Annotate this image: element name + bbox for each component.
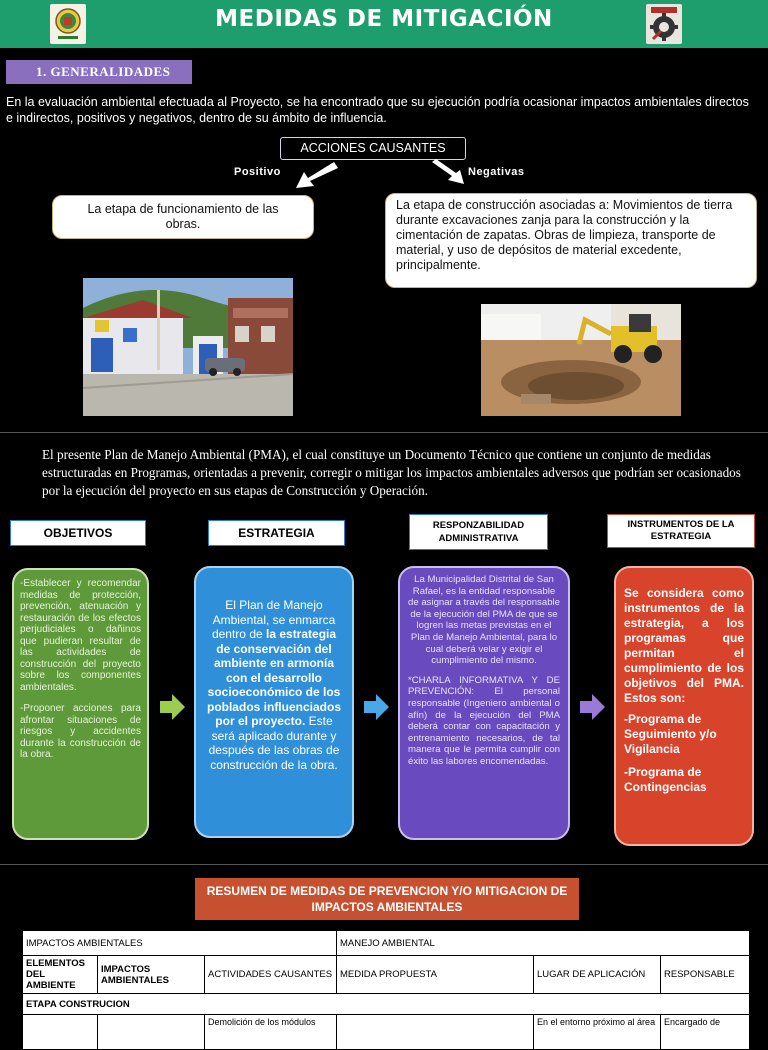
arrow-right-icon: [580, 694, 606, 720]
divider-2: [0, 864, 768, 865]
arrow-left-down-icon: [290, 158, 350, 192]
summary-table: [22, 930, 750, 1050]
instrumentos-box: [614, 566, 754, 846]
table-row: [23, 1015, 750, 1050]
instrumentos-prog-1: -Programa de Seguimiento y/o Vigilancia: [624, 712, 717, 756]
positivo-bubble: La etapa de funcionamiento de las obras.: [52, 195, 314, 239]
objetivos-title: OBJETIVOS: [10, 520, 146, 546]
responsabilidad-box: [398, 566, 570, 840]
excavation-backhoe-photo: [481, 304, 681, 416]
estrategia-text-b: Este será aplicado durante y después de las obras de construcción de la obra.: [208, 714, 340, 772]
objetivos-box: [12, 568, 149, 840]
table-cell-actividad: Demolición de los módulos: [205, 1015, 337, 1050]
table-col-elementos: ELEMENTOS DEL AMBIENTE: [23, 956, 98, 994]
resumen-banner: RESUMEN DE MEDIDAS DE PREVENCION Y/O MITIGACION DE IMPACTOS AMBIENTALES: [195, 878, 579, 920]
responsabilidad-title: RESPONZABILIDAD ADMINISTRATIVA: [409, 514, 548, 550]
instrumentos-prog-2: -Programa de Contingencias: [624, 765, 707, 794]
arrow-right-icon: [364, 694, 390, 720]
table-etapa-label: ETAPA CONSTRUCION: [23, 994, 750, 1015]
arrow-right-down-icon: [428, 158, 468, 188]
table-column-row: [23, 956, 750, 994]
positivo-label: Positivo: [234, 166, 281, 178]
intro-paragraph: En la evaluación ambiental efectuada al Proyecto, se ha encontrado que su ejecución podría ocasionar impactos ambientales directos e indirectos, positivos y negativos, dentro de su ámbito de influencia.: [6, 95, 749, 125]
street-buildings-photo: [83, 278, 293, 416]
section-tab-generalidades: [6, 60, 192, 84]
objetivos-item-2: -Proponer acciones para afrontar situaciones de riesgos y accidentes durante la construcción de la obra.: [20, 703, 141, 760]
instrumentos-text: Se considera como instrumentos de la estrategia, a los programas que permitan el cumplimiento de los objetivos del PMA. Estos son:: [624, 586, 744, 705]
table-header-manejo: MANEJO AMBIENTAL: [337, 931, 750, 956]
objetivos-item-1: -Establecer y recomendar medidas de protección, prevención, atenuación y restauración de los efectos perjudiciales o dañinos que pudieran resultar de las actividades de construcción del proyecto sobre los componentes ambientales.: [20, 578, 141, 693]
negativas-bubble: La etapa de construcción asociadas a: Movimientos de tierra durante excavaciones zanja para la construcción y la cimentación de zapatas. Obras de limpieza, transporte de material, y uso de depósitos de material excedente, principalmente.: [385, 193, 757, 288]
instrumentos-title: INSTRUMENTOS DE LA ESTRATEGIA: [607, 514, 755, 548]
pma-paragraph: El presente Plan de Manejo Ambiental (PMA), el cual constituye un Documento Técnico que contiene un conjunto de medidas estructuradas en Programas, orientadas a prevenir, corregir o mitigar los impactos ambientales adversos que podrían ser ocasionados por la ejecución del proyecto en sus etapas de Construcción y Operación.: [42, 447, 741, 498]
table-col-responsable: RESPONSABLE: [661, 956, 750, 994]
responsabilidad-text-1: La Municipalidad Distrital de San Rafael, es la entidad responsable de asignar a través del responsable de la ejecución del PMA de que se logren las metas previstas en el Plan de Manejo Ambiental, para lo cual deberá velar y exigir el cumplimiento del mismo.: [408, 574, 560, 667]
table-header-row: [23, 931, 750, 956]
page-title: MEDIDAS DE MITIGACIÓN: [215, 6, 553, 32]
divider-1: [0, 432, 768, 433]
estrategia-text-bold: la estrategia de conservación del ambiente en armonía con el desarrollo socioeconómico de los poblados influenciados por el proyecto.: [206, 627, 341, 728]
estrategia-box: [194, 566, 354, 838]
section-tab-label: 1. GENERALIDADES: [36, 64, 171, 79]
table-cell-lugar: En el entorno próximo al área: [534, 1015, 661, 1050]
acciones-causantes-box: ACCIONES CAUSANTES: [280, 137, 466, 160]
table-col-lugar: LUGAR DE APLICACIÓN: [534, 956, 661, 994]
arrow-right-icon: [160, 694, 186, 720]
negativas-label: Negativas: [468, 166, 525, 178]
responsabilidad-text-2: *CHARLA INFORMATIVA Y DE PREVENCIÓN: El personal responsable (Ingeniero ambiental o afín) de la ejecución del PMA deberá contar con capacitación y entrenamiento necesarios, de tal manera que le permita cumplir con éxito las labores encomendadas.: [408, 674, 560, 767]
table-col-medida: MEDIDA PROPUESTA: [337, 956, 534, 994]
table-col-actividades: ACTIVIDADES CAUSANTES: [205, 956, 337, 994]
estrategia-title: ESTRATEGIA: [208, 520, 345, 546]
estrategia-text-a: El Plan de Manejo Ambiental, se enmarca dentro de: [211, 598, 336, 641]
table-header-impactos: IMPACTOS AMBIENTALES: [23, 931, 337, 956]
table-cell-responsable: Encargado de: [661, 1015, 750, 1050]
table-col-impactos: IMPACTOS AMBIENTALES: [98, 956, 205, 994]
table-etapa-row: [23, 994, 750, 1015]
